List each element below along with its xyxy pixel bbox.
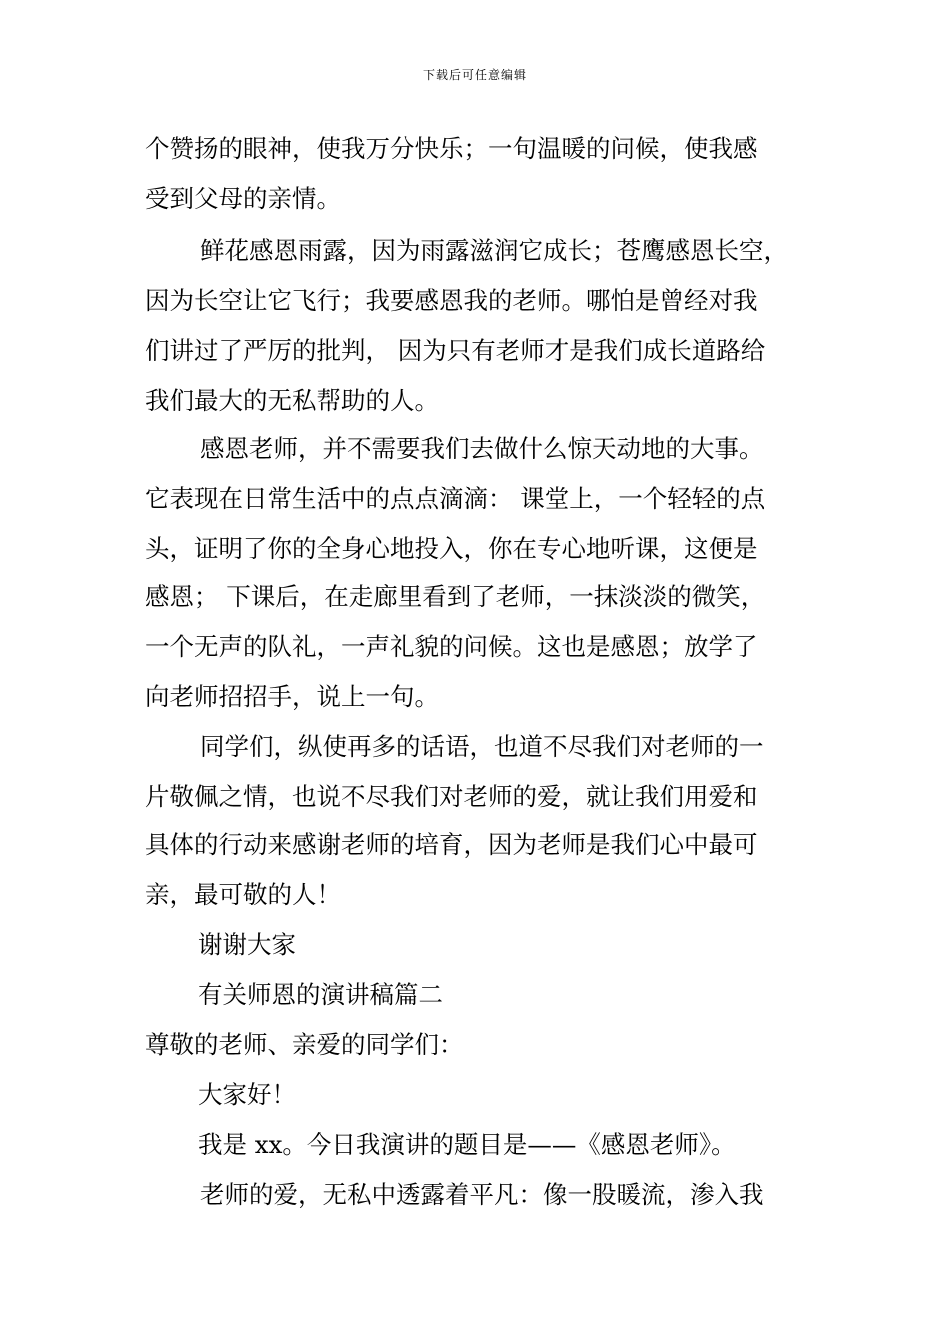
text-line: 头，证明了你的全身心地投入，你在专心地听课，这便是 (145, 534, 758, 563)
text-line: 我是 xx。今日我演讲的题目是——《感恩老师》。 (198, 1130, 736, 1159)
text-line: 尊敬的老师、亲爱的同学们： (145, 1030, 464, 1059)
text-line: 谢谢大家 (198, 930, 296, 959)
text-line: 因为长空让它飞行；我要感恩我的老师。哪怕是曾经对我 (145, 286, 758, 315)
page-header: 下载后可任意编辑 (422, 68, 527, 82)
text-line: 我们最大的无私帮助的人。 (145, 386, 439, 415)
text-line: 具体的行动来感谢老师的培育，因为老师是我们心中最可 (145, 830, 758, 859)
text-line: 感恩老师，并不需要我们去做什么惊天动地的大事。 (200, 434, 764, 463)
text-line: 鲜花感恩雨露，因为雨露滋润它成长；苍鹰感恩长空， (200, 236, 788, 265)
text-line: 们讲过了严厉的批判， 因为只有老师才是我们成长道路给 (145, 336, 766, 365)
text-line: 大家好！ (198, 1080, 296, 1109)
text-line: 受到父母的亲情。 (145, 184, 341, 213)
text-line: 同学们，纵使再多的话语，也道不尽我们对老师的一 (200, 732, 764, 761)
text-line: 有关师恩的演讲稿篇二 (198, 980, 443, 1009)
text-line: 感恩； 下课后，在走廊里看到了老师，一抹淡淡的微笑， (145, 582, 766, 611)
text-line: 老师的爱，无私中透露着平凡：像一股暖流，渗入我 (200, 1180, 764, 1209)
text-line: 向老师招招手，说上一句。 (145, 682, 439, 711)
text-line: 它表现在日常生活中的点点滴滴： 课堂上，一个轻轻的点 (145, 484, 766, 513)
text-line: 片敬佩之情，也说不尽我们对老师的爱，就让我们用爱和 (145, 782, 758, 811)
text-line: 亲，最可敬的人！ (145, 880, 341, 909)
text-line: 个赞扬的眼神，使我万分快乐；一句温暖的问候，使我感 (145, 134, 758, 163)
text-line: 一个无声的队礼，一声礼貌的问候。这也是感恩；放学了 (145, 632, 758, 661)
